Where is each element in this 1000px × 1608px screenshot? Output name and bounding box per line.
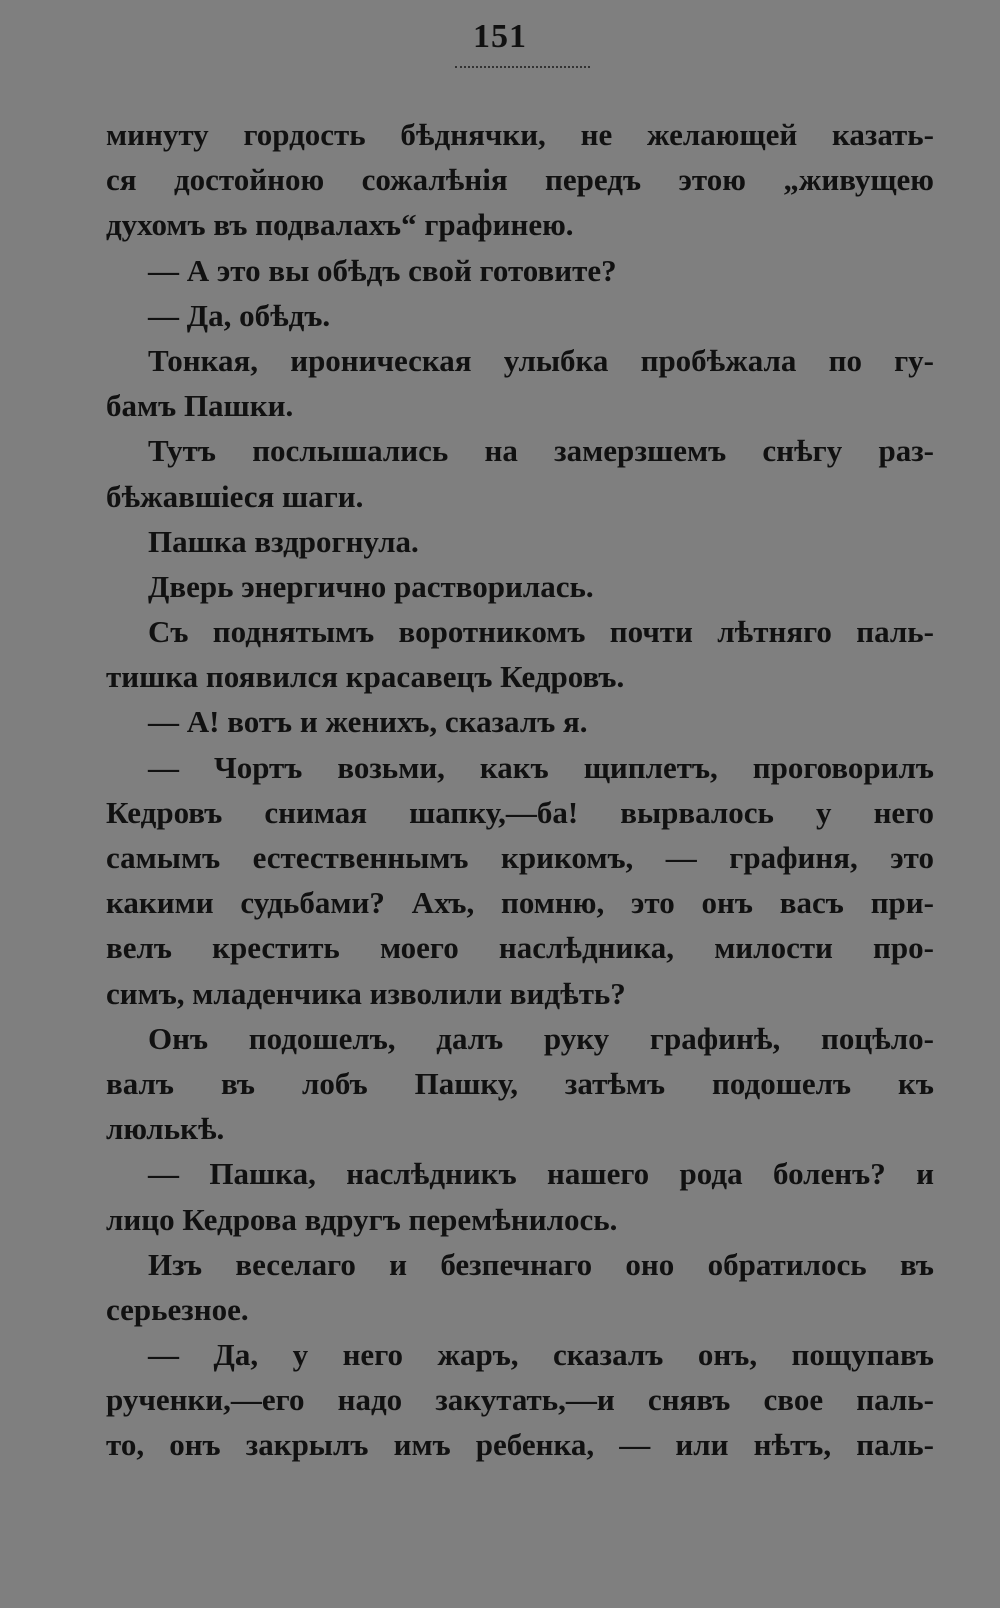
text-line: бѣжавшіеся шаги. (106, 478, 364, 514)
text-line: рученки,—его надо закутать,—и снявъ свое паль- (106, 1382, 934, 1418)
body-text (106, 112, 934, 1468)
text-line: самымъ естественнымъ крикомъ, — графиня, это (106, 840, 934, 875)
text-line: какими судьбами? Ахъ, помню, это онъ васъ при- (106, 885, 934, 921)
text-line: — Пашка, наслѣдникъ нашего рода боленъ? и (148, 1156, 934, 1192)
text-line: то, онъ закрылъ имъ ребенка, — или нѣтъ, паль- (106, 1427, 934, 1463)
text-line: симъ, младенчика изволили видѣть? (106, 975, 626, 1011)
text-line: минуту гордость бѣднячки, не желающей казать- (106, 117, 934, 152)
text-line: валъ въ лобъ Пашку, затѣмъ подошелъ къ (106, 1065, 934, 1101)
text-line: Онъ подошелъ, далъ руку графинѣ, поцѣло- (148, 1020, 934, 1056)
text-line: ся достойною сожалѣнія передъ этою „живущею (106, 162, 934, 198)
text-line: — Да, обѣдъ. (148, 297, 331, 333)
text-line: серьезное. (106, 1291, 249, 1327)
text-line: Изъ веселаго и безпечнаго оно обратилось въ (148, 1246, 934, 1282)
text-line: — Да, у него жаръ, сказалъ онъ, пощупавъ (148, 1337, 934, 1373)
text-line: лицо Кедрова вдругъ перемѣнилось. (106, 1201, 618, 1237)
text-line: велъ крестить моего наслѣдника, милости про- (106, 930, 934, 966)
text-line: — А! вотъ и женихъ, сказалъ я. (148, 704, 588, 740)
text-line: — А это вы обѣдъ свой готовите? (148, 252, 617, 288)
header-rule (455, 66, 590, 68)
text-line: бамъ Пашки. (106, 388, 294, 424)
text-line: люлькѣ. (106, 1111, 225, 1147)
text-line: Пашка вздрогнула. (148, 523, 419, 559)
text-line: Кедровъ снимая шапку,—ба! вырвалось у него (106, 794, 934, 830)
text-line: Тонкая, ироническая улыбка пробѣжала по гу- (148, 342, 934, 378)
text-line: Съ поднятымъ воротникомъ почти лѣтняго паль- (148, 614, 934, 650)
text-line: Дверь энергично растворилась. (148, 568, 594, 604)
text-line: тишка появился красавецъ Кедровъ. (106, 659, 625, 695)
page-number: 151 (473, 18, 527, 55)
text-line: — Чортъ возьми, какъ щиплетъ, проговорилъ (148, 749, 934, 785)
text-line: Тутъ послышались на замерзшемъ снѣгу раз- (148, 433, 934, 469)
text-line: духомъ въ подвалахъ“ графинею. (106, 207, 574, 243)
